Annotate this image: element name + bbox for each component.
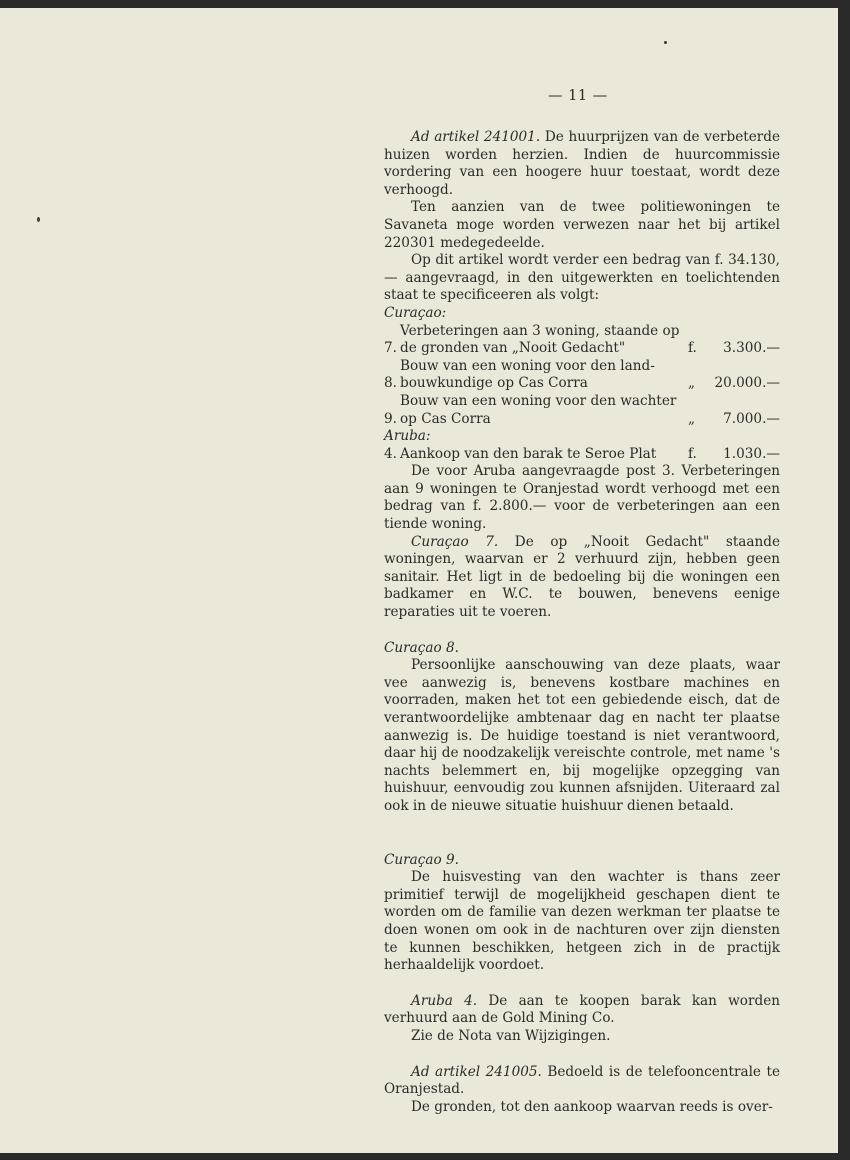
- paragraph-ad-artikel-241005: [384, 1064, 780, 1099]
- paragraph-nota: Zie de Nota van Wijzigingen.: [411, 1027, 611, 1044]
- list-item: [384, 358, 780, 393]
- spacer: [384, 975, 780, 993]
- document-page: [0, 8, 838, 1153]
- item-amount: [688, 411, 780, 429]
- item-amount: [688, 446, 780, 464]
- paragraph-curacao-9: De huisvesting van den wachter is thans zeer primitief terwijl de mogelijkheid geschapen dient te worden om de familie van dezen werkman ter plaatse te doen wonen om ook in de nachturen over zijn diensten te kunnen beschikken, hetgeen zich in de practijk herhaaldelijk voordoet.: [384, 869, 780, 974]
- paper-speck: [664, 41, 667, 44]
- list-item: [384, 393, 780, 428]
- paragraph-bedrag: Op dit artikel wordt verder een bedrag van f. 34.130,— aangevraagd, in den uitgewerkten en toelichtenden staat te specificeeren als volgt:: [384, 252, 780, 304]
- paragraph-lead: Ad artikel 241001.: [411, 129, 541, 145]
- paragraph-aruba-4: [384, 993, 780, 1028]
- item-description: Aankoop van den barak te Seroe Plat: [400, 445, 657, 462]
- page-number: — 11 —: [548, 88, 608, 104]
- heading-curacao: Curaçao:: [384, 304, 447, 321]
- item-description: [400, 358, 688, 393]
- amount-value: 7.000.—: [723, 410, 780, 427]
- paragraph-lead: Aruba 4.: [411, 992, 478, 1009]
- item-description: [400, 393, 688, 428]
- list-item: [384, 446, 780, 464]
- item-amount: [688, 375, 780, 393]
- list-item: [384, 323, 780, 358]
- paragraph-ad-artikel-241001: [384, 129, 780, 199]
- spacer: [384, 1046, 780, 1064]
- item-description: [400, 323, 688, 358]
- item-number: 8.: [384, 375, 397, 392]
- currency: f.: [688, 340, 697, 357]
- item-line: Bouw van een woning voor den wachter: [400, 392, 677, 409]
- paragraph-aruba-post-3: De voor Aruba aangevraagde post 3. Verbeteringen aan 9 woningen te Oranjestad wordt verhoogd met een bedrag van f. 2.800.— voor de verbeteringen aan een tiende woning.: [384, 463, 780, 533]
- item-number: 9.: [384, 410, 397, 427]
- paragraph-lead: Ad artikel 241005.: [411, 1063, 542, 1080]
- paragraph-text: De aan te koopen barak kan worden verhuurd aan de Gold Mining Co.: [384, 992, 780, 1027]
- amount-value: 3.300.—: [723, 340, 780, 357]
- paragraph-lead: Curaçao 7.: [411, 533, 499, 550]
- currency: „: [688, 375, 696, 392]
- paragraph-text: Bedoeld is de telefooncentrale te Oranjestad.: [384, 1063, 781, 1098]
- spacer: [384, 816, 780, 852]
- paragraph-curacao-7: [384, 534, 780, 622]
- item-number: 7.: [384, 340, 397, 357]
- currency: f.: [688, 445, 697, 462]
- heading-aruba: Aruba:: [384, 428, 431, 445]
- spacer: [384, 622, 780, 640]
- paragraph-text: De op „Nooit Gedacht" staande woningen, waarvan er 2 verhuurd zijn, hebben geen sanitair. Het ligt in de bedoeling bij die woningen een badkamer en W.C. te bouwen, benevens eenige reparaties uit te voeren.: [384, 533, 781, 621]
- item-line: op Cas Corra: [400, 410, 491, 427]
- paper-speck: [37, 217, 40, 222]
- item-line: Bouw van een woning voor den land-: [400, 357, 655, 374]
- item-number: 4.: [384, 445, 397, 462]
- item-amount: [688, 340, 780, 358]
- paragraph-politiewoningen: Ten aanzien van de twee politiewoningen te Savaneta moge worden verwezen naar het bij artikel 220301 medegedeelde.: [384, 199, 780, 251]
- amount-value: 20.000.—: [714, 375, 780, 392]
- currency: „: [688, 410, 696, 427]
- item-line: de gronden van „Nooit Gedacht": [400, 340, 626, 357]
- body-text: [384, 129, 780, 1116]
- amount-value: 1.030.—: [723, 445, 780, 462]
- paragraph-curacao-8: Persoonlijke aanschouwing van deze plaats, waar vee aanwezig is, benevens kostbare machines en voorraden, maken het tot een gebiedende eisch, dat de verantwoordelijke ambtenaar dag en nacht ter plaatse aanwezig is. De huidige toestand is niet verantwoord, daar hij de noodzakelijk vereischte controle, met name 's nachts belemmert en, bij mogelijke opzegging van huishuur, eenvoudig zou kunnen afsnijden. Uiteraard zal ook in de nieuwe situatie huishuur dienen betaald.: [384, 657, 780, 814]
- paragraph-text: De huurprijzen van de verbeterde huizen worden herzien. Indien de huurcommissie vordering van een hoogere huur toestaat, wordt deze verhoogd.: [384, 129, 780, 198]
- heading-curacao-8: Curaçao 8.: [384, 639, 459, 656]
- item-line: Verbeteringen aan 3 woning, staande op: [400, 322, 680, 339]
- item-line: bouwkundige op Cas Corra: [400, 375, 588, 392]
- paragraph-gronden: De gronden, tot den aankoop waarvan reeds is over-: [411, 1098, 773, 1115]
- heading-curacao-9: Curaçao 9.: [384, 851, 459, 868]
